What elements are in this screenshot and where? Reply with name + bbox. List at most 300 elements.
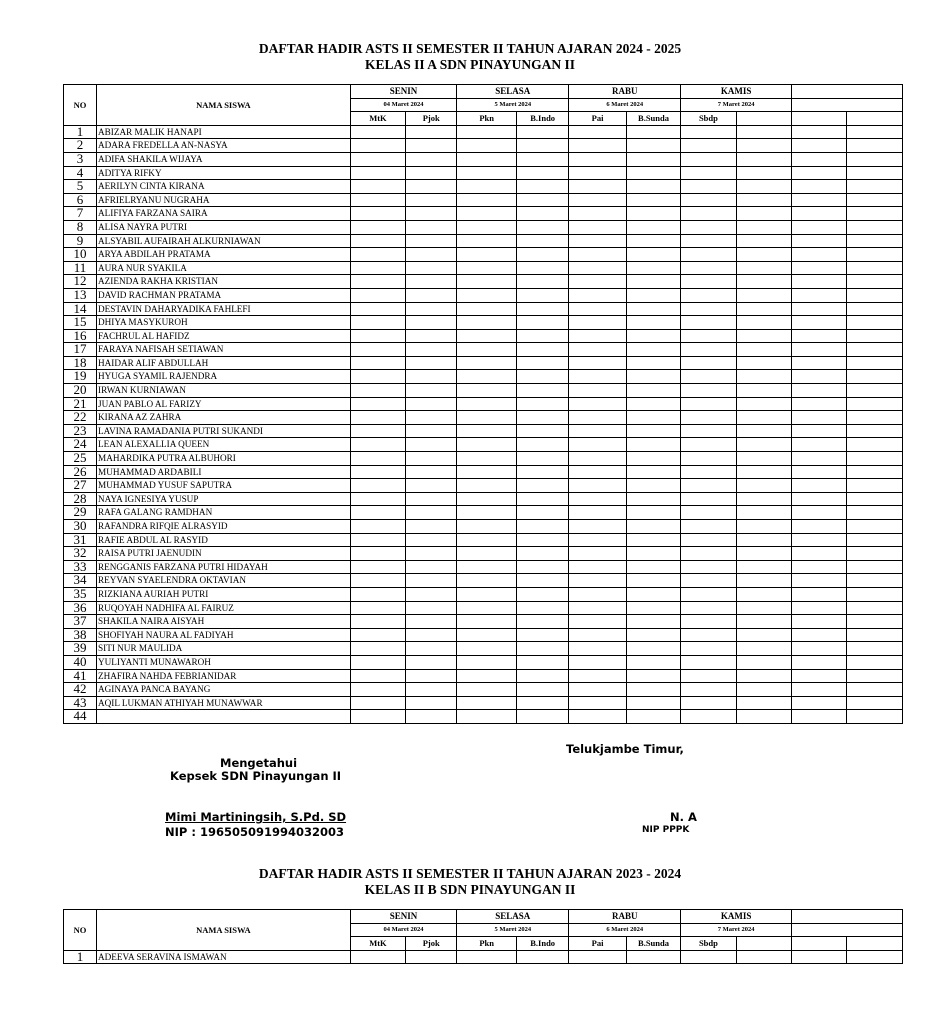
attendance-cell[interactable] xyxy=(517,411,569,425)
attendance-cell[interactable] xyxy=(406,316,457,330)
attendance-cell[interactable] xyxy=(681,642,736,656)
attendance-cell[interactable] xyxy=(457,411,517,425)
attendance-cell[interactable] xyxy=(406,152,457,166)
attendance-cell[interactable] xyxy=(457,520,517,534)
attendance-cell[interactable] xyxy=(569,479,627,493)
attendance-cell[interactable] xyxy=(626,343,680,357)
attendance-cell[interactable] xyxy=(569,628,627,642)
attendance-cell[interactable] xyxy=(681,166,736,180)
attendance-cell[interactable] xyxy=(792,316,847,330)
attendance-cell[interactable] xyxy=(736,642,791,656)
attendance-cell[interactable] xyxy=(792,261,847,275)
attendance-cell[interactable] xyxy=(792,628,847,642)
attendance-cell[interactable] xyxy=(847,683,903,697)
attendance-cell[interactable] xyxy=(517,152,569,166)
attendance-cell[interactable] xyxy=(847,370,903,384)
attendance-cell[interactable] xyxy=(681,628,736,642)
attendance-cell[interactable] xyxy=(626,139,680,153)
attendance-cell[interactable] xyxy=(517,397,569,411)
attendance-cell[interactable] xyxy=(736,696,791,710)
attendance-cell[interactable] xyxy=(736,275,791,289)
attendance-cell[interactable] xyxy=(517,384,569,398)
attendance-cell[interactable] xyxy=(569,533,627,547)
attendance-cell[interactable] xyxy=(350,601,405,615)
attendance-cell[interactable] xyxy=(569,288,627,302)
attendance-cell[interactable] xyxy=(569,343,627,357)
attendance-cell[interactable] xyxy=(457,384,517,398)
attendance-cell[interactable] xyxy=(736,384,791,398)
attendance-cell[interactable] xyxy=(736,683,791,697)
attendance-cell[interactable] xyxy=(350,125,405,139)
attendance-cell[interactable] xyxy=(847,125,903,139)
attendance-cell[interactable] xyxy=(847,329,903,343)
attendance-cell[interactable] xyxy=(517,234,569,248)
attendance-cell[interactable] xyxy=(569,207,627,221)
attendance-cell[interactable] xyxy=(847,696,903,710)
attendance-cell[interactable] xyxy=(569,950,627,964)
attendance-cell[interactable] xyxy=(626,547,680,561)
attendance-cell[interactable] xyxy=(736,560,791,574)
attendance-cell[interactable] xyxy=(626,180,680,194)
attendance-cell[interactable] xyxy=(626,669,680,683)
attendance-cell[interactable] xyxy=(569,547,627,561)
attendance-cell[interactable] xyxy=(847,506,903,520)
attendance-cell[interactable] xyxy=(517,370,569,384)
attendance-cell[interactable] xyxy=(847,574,903,588)
attendance-cell[interactable] xyxy=(350,316,405,330)
attendance-cell[interactable] xyxy=(681,139,736,153)
attendance-cell[interactable] xyxy=(736,950,791,964)
attendance-cell[interactable] xyxy=(517,492,569,506)
attendance-cell[interactable] xyxy=(517,316,569,330)
attendance-cell[interactable] xyxy=(406,343,457,357)
attendance-cell[interactable] xyxy=(681,669,736,683)
attendance-cell[interactable] xyxy=(626,370,680,384)
attendance-cell[interactable] xyxy=(406,248,457,262)
attendance-cell[interactable] xyxy=(626,950,680,964)
attendance-cell[interactable] xyxy=(736,506,791,520)
attendance-cell[interactable] xyxy=(569,139,627,153)
attendance-cell[interactable] xyxy=(681,288,736,302)
attendance-cell[interactable] xyxy=(569,370,627,384)
attendance-cell[interactable] xyxy=(569,438,627,452)
attendance-cell[interactable] xyxy=(406,628,457,642)
attendance-cell[interactable] xyxy=(681,248,736,262)
attendance-cell[interactable] xyxy=(517,465,569,479)
attendance-cell[interactable] xyxy=(406,370,457,384)
attendance-cell[interactable] xyxy=(681,465,736,479)
attendance-cell[interactable] xyxy=(457,180,517,194)
attendance-cell[interactable] xyxy=(681,506,736,520)
attendance-cell[interactable] xyxy=(350,329,405,343)
attendance-cell[interactable] xyxy=(736,139,791,153)
attendance-cell[interactable] xyxy=(736,207,791,221)
attendance-cell[interactable] xyxy=(406,261,457,275)
attendance-cell[interactable] xyxy=(350,343,405,357)
attendance-cell[interactable] xyxy=(517,166,569,180)
attendance-cell[interactable] xyxy=(406,642,457,656)
attendance-cell[interactable] xyxy=(457,615,517,629)
attendance-cell[interactable] xyxy=(517,669,569,683)
attendance-cell[interactable] xyxy=(847,207,903,221)
attendance-cell[interactable] xyxy=(847,628,903,642)
attendance-cell[interactable] xyxy=(517,125,569,139)
attendance-cell[interactable] xyxy=(847,533,903,547)
attendance-cell[interactable] xyxy=(626,696,680,710)
attendance-cell[interactable] xyxy=(517,180,569,194)
attendance-cell[interactable] xyxy=(350,710,405,724)
attendance-cell[interactable] xyxy=(569,302,627,316)
attendance-cell[interactable] xyxy=(569,397,627,411)
attendance-cell[interactable] xyxy=(569,261,627,275)
attendance-cell[interactable] xyxy=(681,275,736,289)
attendance-cell[interactable] xyxy=(457,601,517,615)
attendance-cell[interactable] xyxy=(626,248,680,262)
attendance-cell[interactable] xyxy=(736,411,791,425)
attendance-cell[interactable] xyxy=(792,479,847,493)
attendance-cell[interactable] xyxy=(457,465,517,479)
attendance-cell[interactable] xyxy=(681,547,736,561)
attendance-cell[interactable] xyxy=(681,343,736,357)
attendance-cell[interactable] xyxy=(350,452,405,466)
attendance-cell[interactable] xyxy=(847,601,903,615)
attendance-cell[interactable] xyxy=(736,628,791,642)
attendance-cell[interactable] xyxy=(569,601,627,615)
attendance-cell[interactable] xyxy=(569,166,627,180)
attendance-cell[interactable] xyxy=(792,950,847,964)
attendance-cell[interactable] xyxy=(457,220,517,234)
attendance-cell[interactable] xyxy=(406,220,457,234)
attendance-cell[interactable] xyxy=(681,234,736,248)
attendance-cell[interactable] xyxy=(517,547,569,561)
attendance-cell[interactable] xyxy=(350,520,405,534)
attendance-cell[interactable] xyxy=(792,506,847,520)
attendance-cell[interactable] xyxy=(681,655,736,669)
attendance-cell[interactable] xyxy=(406,615,457,629)
attendance-cell[interactable] xyxy=(517,560,569,574)
attendance-cell[interactable] xyxy=(350,139,405,153)
attendance-cell[interactable] xyxy=(406,465,457,479)
attendance-cell[interactable] xyxy=(457,152,517,166)
attendance-cell[interactable] xyxy=(626,683,680,697)
attendance-cell[interactable] xyxy=(626,710,680,724)
attendance-cell[interactable] xyxy=(457,574,517,588)
attendance-cell[interactable] xyxy=(350,220,405,234)
attendance-cell[interactable] xyxy=(350,411,405,425)
attendance-cell[interactable] xyxy=(626,316,680,330)
attendance-cell[interactable] xyxy=(792,370,847,384)
attendance-cell[interactable] xyxy=(569,696,627,710)
attendance-cell[interactable] xyxy=(681,533,736,547)
attendance-cell[interactable] xyxy=(681,261,736,275)
attendance-cell[interactable] xyxy=(350,669,405,683)
attendance-cell[interactable] xyxy=(792,696,847,710)
attendance-cell[interactable] xyxy=(626,220,680,234)
attendance-cell[interactable] xyxy=(457,288,517,302)
attendance-cell[interactable] xyxy=(736,533,791,547)
attendance-cell[interactable] xyxy=(406,492,457,506)
attendance-cell[interactable] xyxy=(736,669,791,683)
attendance-cell[interactable] xyxy=(517,207,569,221)
attendance-cell[interactable] xyxy=(847,166,903,180)
attendance-cell[interactable] xyxy=(736,288,791,302)
attendance-cell[interactable] xyxy=(681,710,736,724)
attendance-cell[interactable] xyxy=(736,302,791,316)
attendance-cell[interactable] xyxy=(350,683,405,697)
attendance-cell[interactable] xyxy=(457,125,517,139)
attendance-cell[interactable] xyxy=(736,370,791,384)
attendance-cell[interactable] xyxy=(350,356,405,370)
attendance-cell[interactable] xyxy=(736,234,791,248)
attendance-cell[interactable] xyxy=(569,492,627,506)
attendance-cell[interactable] xyxy=(406,452,457,466)
attendance-cell[interactable] xyxy=(626,506,680,520)
attendance-cell[interactable] xyxy=(457,642,517,656)
attendance-cell[interactable] xyxy=(457,234,517,248)
attendance-cell[interactable] xyxy=(569,683,627,697)
attendance-cell[interactable] xyxy=(457,492,517,506)
attendance-cell[interactable] xyxy=(626,615,680,629)
attendance-cell[interactable] xyxy=(350,587,405,601)
attendance-cell[interactable] xyxy=(626,397,680,411)
attendance-cell[interactable] xyxy=(792,642,847,656)
attendance-cell[interactable] xyxy=(517,139,569,153)
attendance-cell[interactable] xyxy=(681,411,736,425)
attendance-cell[interactable] xyxy=(457,424,517,438)
attendance-cell[interactable] xyxy=(517,574,569,588)
attendance-cell[interactable] xyxy=(626,574,680,588)
attendance-cell[interactable] xyxy=(517,533,569,547)
attendance-cell[interactable] xyxy=(350,424,405,438)
attendance-cell[interactable] xyxy=(681,615,736,629)
attendance-cell[interactable] xyxy=(569,411,627,425)
attendance-cell[interactable] xyxy=(681,696,736,710)
attendance-cell[interactable] xyxy=(350,492,405,506)
attendance-cell[interactable] xyxy=(457,248,517,262)
attendance-cell[interactable] xyxy=(569,642,627,656)
attendance-cell[interactable] xyxy=(626,587,680,601)
attendance-cell[interactable] xyxy=(626,492,680,506)
attendance-cell[interactable] xyxy=(681,560,736,574)
attendance-cell[interactable] xyxy=(350,642,405,656)
attendance-cell[interactable] xyxy=(847,669,903,683)
attendance-cell[interactable] xyxy=(569,275,627,289)
attendance-cell[interactable] xyxy=(792,587,847,601)
attendance-cell[interactable] xyxy=(847,234,903,248)
attendance-cell[interactable] xyxy=(569,180,627,194)
attendance-cell[interactable] xyxy=(792,601,847,615)
attendance-cell[interactable] xyxy=(847,139,903,153)
attendance-cell[interactable] xyxy=(350,479,405,493)
attendance-cell[interactable] xyxy=(569,384,627,398)
attendance-cell[interactable] xyxy=(792,683,847,697)
attendance-cell[interactable] xyxy=(792,424,847,438)
attendance-cell[interactable] xyxy=(517,452,569,466)
attendance-cell[interactable] xyxy=(406,655,457,669)
attendance-cell[interactable] xyxy=(457,207,517,221)
attendance-cell[interactable] xyxy=(569,465,627,479)
attendance-cell[interactable] xyxy=(847,710,903,724)
attendance-cell[interactable] xyxy=(681,370,736,384)
attendance-cell[interactable] xyxy=(350,288,405,302)
attendance-cell[interactable] xyxy=(681,438,736,452)
attendance-cell[interactable] xyxy=(847,452,903,466)
attendance-cell[interactable] xyxy=(350,166,405,180)
attendance-cell[interactable] xyxy=(847,615,903,629)
attendance-cell[interactable] xyxy=(569,574,627,588)
attendance-cell[interactable] xyxy=(736,356,791,370)
attendance-cell[interactable] xyxy=(406,302,457,316)
attendance-cell[interactable] xyxy=(350,193,405,207)
attendance-cell[interactable] xyxy=(792,710,847,724)
attendance-cell[interactable] xyxy=(569,655,627,669)
attendance-cell[interactable] xyxy=(792,125,847,139)
attendance-cell[interactable] xyxy=(406,669,457,683)
attendance-cell[interactable] xyxy=(626,452,680,466)
attendance-cell[interactable] xyxy=(457,683,517,697)
attendance-cell[interactable] xyxy=(736,248,791,262)
attendance-cell[interactable] xyxy=(792,465,847,479)
attendance-cell[interactable] xyxy=(517,329,569,343)
attendance-cell[interactable] xyxy=(406,397,457,411)
attendance-cell[interactable] xyxy=(736,166,791,180)
attendance-cell[interactable] xyxy=(406,329,457,343)
attendance-cell[interactable] xyxy=(406,288,457,302)
attendance-cell[interactable] xyxy=(792,492,847,506)
attendance-cell[interactable] xyxy=(406,424,457,438)
attendance-cell[interactable] xyxy=(626,465,680,479)
attendance-cell[interactable] xyxy=(792,220,847,234)
attendance-cell[interactable] xyxy=(792,560,847,574)
attendance-cell[interactable] xyxy=(406,356,457,370)
attendance-cell[interactable] xyxy=(736,492,791,506)
attendance-cell[interactable] xyxy=(517,587,569,601)
attendance-cell[interactable] xyxy=(792,452,847,466)
attendance-cell[interactable] xyxy=(681,152,736,166)
attendance-cell[interactable] xyxy=(406,587,457,601)
attendance-cell[interactable] xyxy=(457,438,517,452)
attendance-cell[interactable] xyxy=(792,411,847,425)
attendance-cell[interactable] xyxy=(350,397,405,411)
attendance-cell[interactable] xyxy=(847,642,903,656)
attendance-cell[interactable] xyxy=(847,356,903,370)
attendance-cell[interactable] xyxy=(736,615,791,629)
attendance-cell[interactable] xyxy=(517,302,569,316)
attendance-cell[interactable] xyxy=(681,587,736,601)
attendance-cell[interactable] xyxy=(847,316,903,330)
attendance-cell[interactable] xyxy=(681,125,736,139)
attendance-cell[interactable] xyxy=(457,356,517,370)
attendance-cell[interactable] xyxy=(457,587,517,601)
attendance-cell[interactable] xyxy=(792,193,847,207)
attendance-cell[interactable] xyxy=(457,533,517,547)
attendance-cell[interactable] xyxy=(792,669,847,683)
attendance-cell[interactable] xyxy=(517,950,569,964)
attendance-cell[interactable] xyxy=(792,139,847,153)
attendance-cell[interactable] xyxy=(681,424,736,438)
attendance-cell[interactable] xyxy=(681,479,736,493)
attendance-cell[interactable] xyxy=(847,302,903,316)
attendance-cell[interactable] xyxy=(736,424,791,438)
attendance-cell[interactable] xyxy=(350,628,405,642)
attendance-cell[interactable] xyxy=(736,193,791,207)
attendance-cell[interactable] xyxy=(681,207,736,221)
attendance-cell[interactable] xyxy=(457,193,517,207)
attendance-cell[interactable] xyxy=(847,950,903,964)
attendance-cell[interactable] xyxy=(457,560,517,574)
attendance-cell[interactable] xyxy=(406,438,457,452)
attendance-cell[interactable] xyxy=(792,329,847,343)
attendance-cell[interactable] xyxy=(792,533,847,547)
attendance-cell[interactable] xyxy=(457,139,517,153)
attendance-cell[interactable] xyxy=(350,465,405,479)
attendance-cell[interactable] xyxy=(626,520,680,534)
attendance-cell[interactable] xyxy=(569,125,627,139)
attendance-cell[interactable] xyxy=(457,397,517,411)
attendance-cell[interactable] xyxy=(681,950,736,964)
attendance-cell[interactable] xyxy=(681,492,736,506)
attendance-cell[interactable] xyxy=(736,397,791,411)
attendance-cell[interactable] xyxy=(681,683,736,697)
attendance-cell[interactable] xyxy=(569,316,627,330)
attendance-cell[interactable] xyxy=(457,302,517,316)
attendance-cell[interactable] xyxy=(681,601,736,615)
attendance-cell[interactable] xyxy=(736,465,791,479)
attendance-cell[interactable] xyxy=(736,180,791,194)
attendance-cell[interactable] xyxy=(517,615,569,629)
attendance-cell[interactable] xyxy=(792,166,847,180)
attendance-cell[interactable] xyxy=(569,356,627,370)
attendance-cell[interactable] xyxy=(569,615,627,629)
attendance-cell[interactable] xyxy=(350,248,405,262)
attendance-cell[interactable] xyxy=(847,397,903,411)
attendance-cell[interactable] xyxy=(406,234,457,248)
attendance-cell[interactable] xyxy=(457,261,517,275)
attendance-cell[interactable] xyxy=(736,479,791,493)
attendance-cell[interactable] xyxy=(517,193,569,207)
attendance-cell[interactable] xyxy=(517,438,569,452)
attendance-cell[interactable] xyxy=(569,248,627,262)
attendance-cell[interactable] xyxy=(736,438,791,452)
attendance-cell[interactable] xyxy=(517,710,569,724)
attendance-cell[interactable] xyxy=(406,180,457,194)
attendance-cell[interactable] xyxy=(350,152,405,166)
attendance-cell[interactable] xyxy=(626,411,680,425)
attendance-cell[interactable] xyxy=(457,316,517,330)
attendance-cell[interactable] xyxy=(626,329,680,343)
attendance-cell[interactable] xyxy=(681,384,736,398)
attendance-cell[interactable] xyxy=(517,275,569,289)
attendance-cell[interactable] xyxy=(569,587,627,601)
attendance-cell[interactable] xyxy=(792,343,847,357)
attendance-cell[interactable] xyxy=(681,180,736,194)
attendance-cell[interactable] xyxy=(792,302,847,316)
attendance-cell[interactable] xyxy=(457,275,517,289)
attendance-cell[interactable] xyxy=(406,125,457,139)
attendance-cell[interactable] xyxy=(736,261,791,275)
attendance-cell[interactable] xyxy=(792,288,847,302)
attendance-cell[interactable] xyxy=(457,547,517,561)
attendance-cell[interactable] xyxy=(569,329,627,343)
attendance-cell[interactable] xyxy=(847,655,903,669)
attendance-cell[interactable] xyxy=(847,275,903,289)
attendance-cell[interactable] xyxy=(847,465,903,479)
attendance-cell[interactable] xyxy=(626,601,680,615)
attendance-cell[interactable] xyxy=(350,275,405,289)
attendance-cell[interactable] xyxy=(792,356,847,370)
attendance-cell[interactable] xyxy=(626,533,680,547)
attendance-cell[interactable] xyxy=(406,384,457,398)
